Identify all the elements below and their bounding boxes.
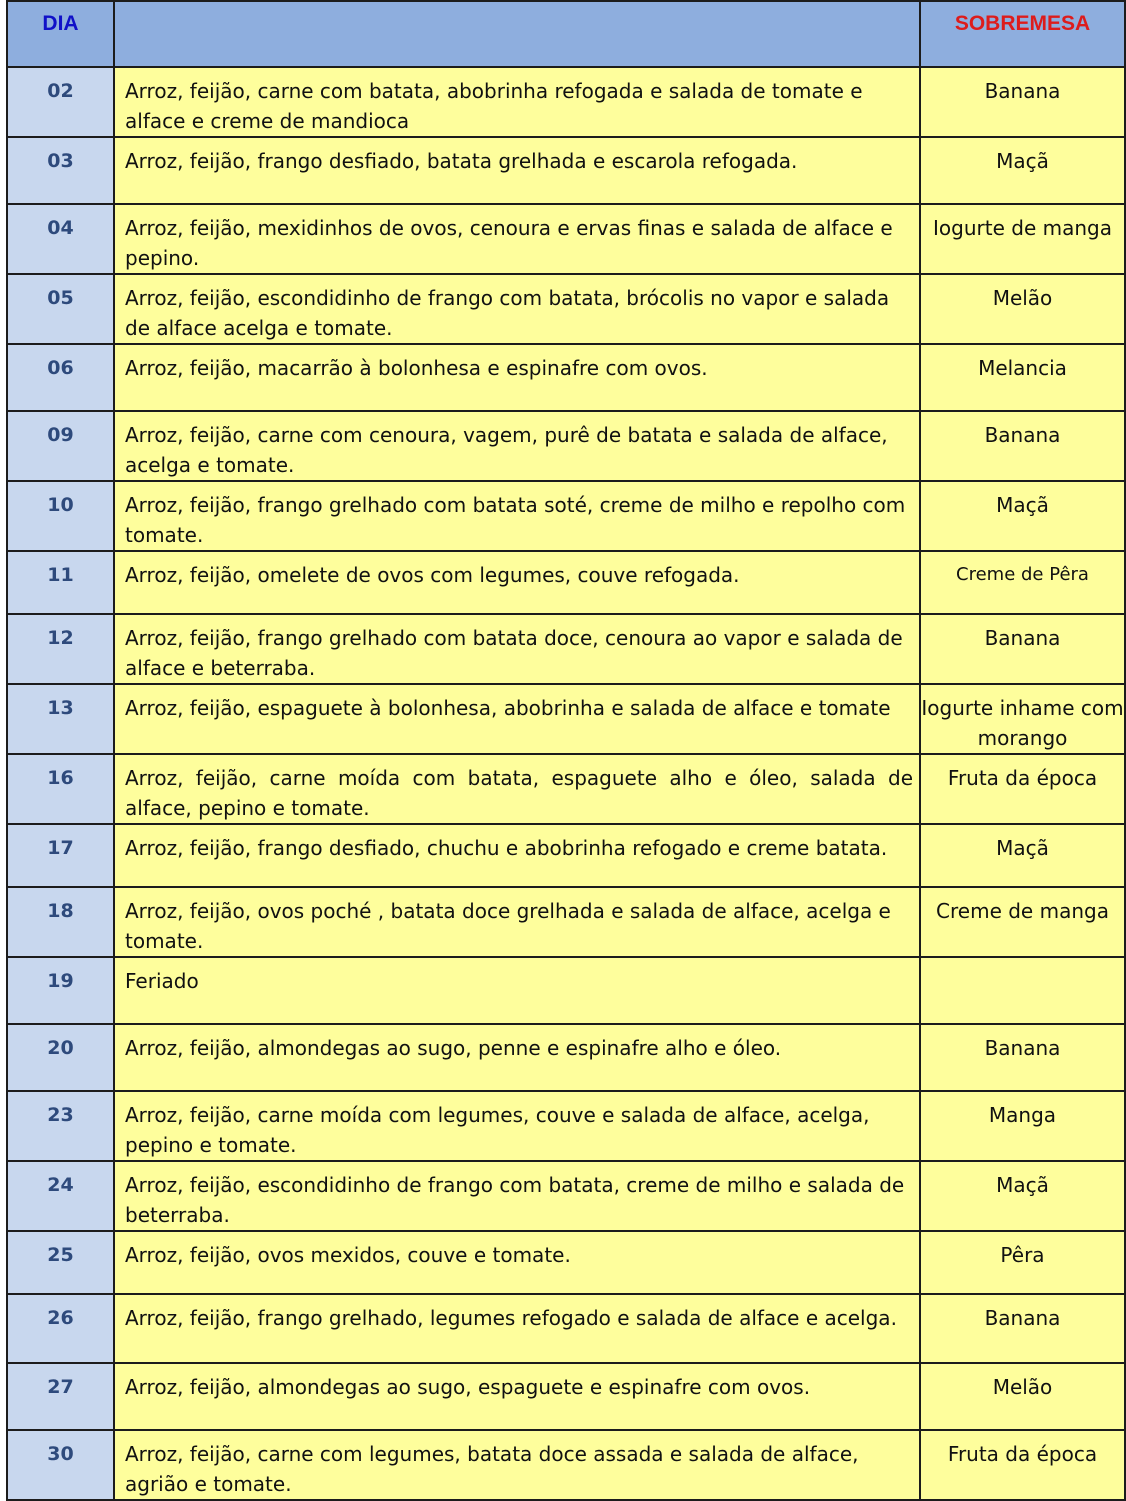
table-row	[7, 957, 1125, 1024]
menu-cell: Arroz, feijão, almondegas ao sugo, penne e espinafre alho e óleo.	[114, 1024, 920, 1091]
day-cell: 16	[7, 754, 114, 824]
table-row	[7, 1024, 1125, 1091]
table-row	[7, 1231, 1125, 1294]
dessert-cell: Banana	[920, 1024, 1125, 1091]
menu-cell: Arroz, feijão, frango desfiado, batata grelhada e escarola refogada.	[114, 137, 920, 204]
day-cell: 09	[7, 411, 114, 481]
table-row	[7, 1363, 1125, 1430]
table-row	[7, 1091, 1125, 1161]
dessert-cell: Melão	[920, 1363, 1125, 1430]
table-row	[7, 824, 1125, 887]
dessert-column-header: SOBREMESA	[920, 1, 1125, 67]
menu-cell: Arroz, feijão, mexidinhos de ovos, cenoura e ervas finas e salada de alface e pepino.	[114, 204, 920, 274]
dessert-cell: Melão	[920, 274, 1125, 344]
day-cell: 20	[7, 1024, 114, 1091]
dessert-cell: Maçã	[920, 824, 1125, 887]
dessert-cell	[920, 957, 1125, 1024]
day-cell: 18	[7, 887, 114, 957]
dessert-cell: Melancia	[920, 344, 1125, 411]
dessert-cell: Banana	[920, 411, 1125, 481]
menu-cell: Arroz, feijão, espaguete à bolonhesa, abobrinha e salada de alface e tomate	[114, 684, 920, 754]
menu-column-header	[114, 1, 920, 67]
dessert-cell: Maçã	[920, 137, 1125, 204]
dessert-cell: Fruta da época	[920, 754, 1125, 824]
dessert-cell: Creme de Pêra	[920, 551, 1125, 614]
menu-cell: Arroz, feijão, frango desfiado, chuchu e abobrinha refogado e creme batata.	[114, 824, 920, 887]
menu-cell: Arroz, feijão, frango grelhado, legumes refogado e salada de alface e acelga.	[114, 1294, 920, 1363]
day-cell: 11	[7, 551, 114, 614]
day-cell: 04	[7, 204, 114, 274]
day-cell: 26	[7, 1294, 114, 1363]
dessert-cell: Manga	[920, 1091, 1125, 1161]
menu-cell: Arroz, feijão, escondidinho de frango com batata, brócolis no vapor e salada de alface acelga e tomate.	[114, 274, 920, 344]
dessert-cell: Maçã	[920, 481, 1125, 551]
menu-cell: Arroz, feijão, ovos poché , batata doce grelhada e salada de alface, acelga e tomate.	[114, 887, 920, 957]
dessert-cell: Iogurte de manga	[920, 204, 1125, 274]
table-row	[7, 411, 1125, 481]
menu-table	[6, 0, 1126, 1501]
table-row	[7, 1294, 1125, 1363]
table-row	[7, 344, 1125, 411]
table-row	[7, 204, 1125, 274]
menu-cell: Arroz, feijão, carne com cenoura, vagem, purê de batata e salada de alface, acelga e tomate.	[114, 411, 920, 481]
day-cell: 27	[7, 1363, 114, 1430]
day-cell: 17	[7, 824, 114, 887]
day-cell: 12	[7, 614, 114, 684]
day-cell: 06	[7, 344, 114, 411]
menu-cell: Arroz, feijão, macarrão à bolonhesa e espinafre com ovos.	[114, 344, 920, 411]
day-cell: 13	[7, 684, 114, 754]
table-row	[7, 1430, 1125, 1500]
dessert-cell: Creme de manga	[920, 887, 1125, 957]
dessert-cell: Banana	[920, 614, 1125, 684]
day-cell: 03	[7, 137, 114, 204]
menu-cell: Arroz, feijão, carne moída com batata, espaguete alho e óleo, salada de alface, pepino e tomate.	[114, 754, 920, 824]
menu-cell: Feriado	[114, 957, 920, 1024]
menu-cell: Arroz, feijão, frango grelhado com batata doce, cenoura ao vapor e salada de alface e beterraba.	[114, 614, 920, 684]
table-row	[7, 481, 1125, 551]
menu-cell: Arroz, feijão, carne com legumes, batata doce assada e salada de alface, agrião e tomate.	[114, 1430, 920, 1500]
menu-cell: Arroz, feijão, ovos mexidos, couve e tomate.	[114, 1231, 920, 1294]
day-cell: 19	[7, 957, 114, 1024]
day-cell: 23	[7, 1091, 114, 1161]
table-row	[7, 614, 1125, 684]
table-row	[7, 551, 1125, 614]
table-row	[7, 137, 1125, 204]
menu-cell: Arroz, feijão, almondegas ao sugo, espaguete e espinafre com ovos.	[114, 1363, 920, 1430]
menu-cell: Arroz, feijão, carne moída com legumes, couve e salada de alface, acelga, pepino e tomate.	[114, 1091, 920, 1161]
table-row	[7, 887, 1125, 957]
table-row	[7, 274, 1125, 344]
day-cell: 24	[7, 1161, 114, 1231]
day-cell: 25	[7, 1231, 114, 1294]
dessert-cell: Pêra	[920, 1231, 1125, 1294]
day-cell: 10	[7, 481, 114, 551]
dessert-cell: Banana	[920, 1294, 1125, 1363]
day-column-header: DIA	[7, 1, 114, 67]
menu-table-body	[7, 67, 1125, 1500]
table-row	[7, 684, 1125, 754]
menu-cell: Arroz, feijão, omelete de ovos com legumes, couve refogada.	[114, 551, 920, 614]
menu-cell: Arroz, feijão, escondidinho de frango com batata, creme de milho e salada de beterraba.	[114, 1161, 920, 1231]
menu-cell: Arroz, feijão, carne com batata, abobrinha refogada e salada de tomate e alface e creme de mandioca	[114, 67, 920, 137]
table-row	[7, 754, 1125, 824]
dessert-cell: Maçã	[920, 1161, 1125, 1231]
day-cell: 30	[7, 1430, 114, 1500]
menu-cell: Arroz, feijão, frango grelhado com batata soté, creme de milho e repolho com tomate.	[114, 481, 920, 551]
dessert-cell: Fruta da época	[920, 1430, 1125, 1500]
dessert-cell: Iogurte inhame com morango	[920, 684, 1125, 754]
day-cell: 02	[7, 67, 114, 137]
dessert-cell: Banana	[920, 67, 1125, 137]
table-row	[7, 1161, 1125, 1231]
table-row	[7, 67, 1125, 137]
day-cell: 05	[7, 274, 114, 344]
table-header-row	[7, 1, 1125, 67]
